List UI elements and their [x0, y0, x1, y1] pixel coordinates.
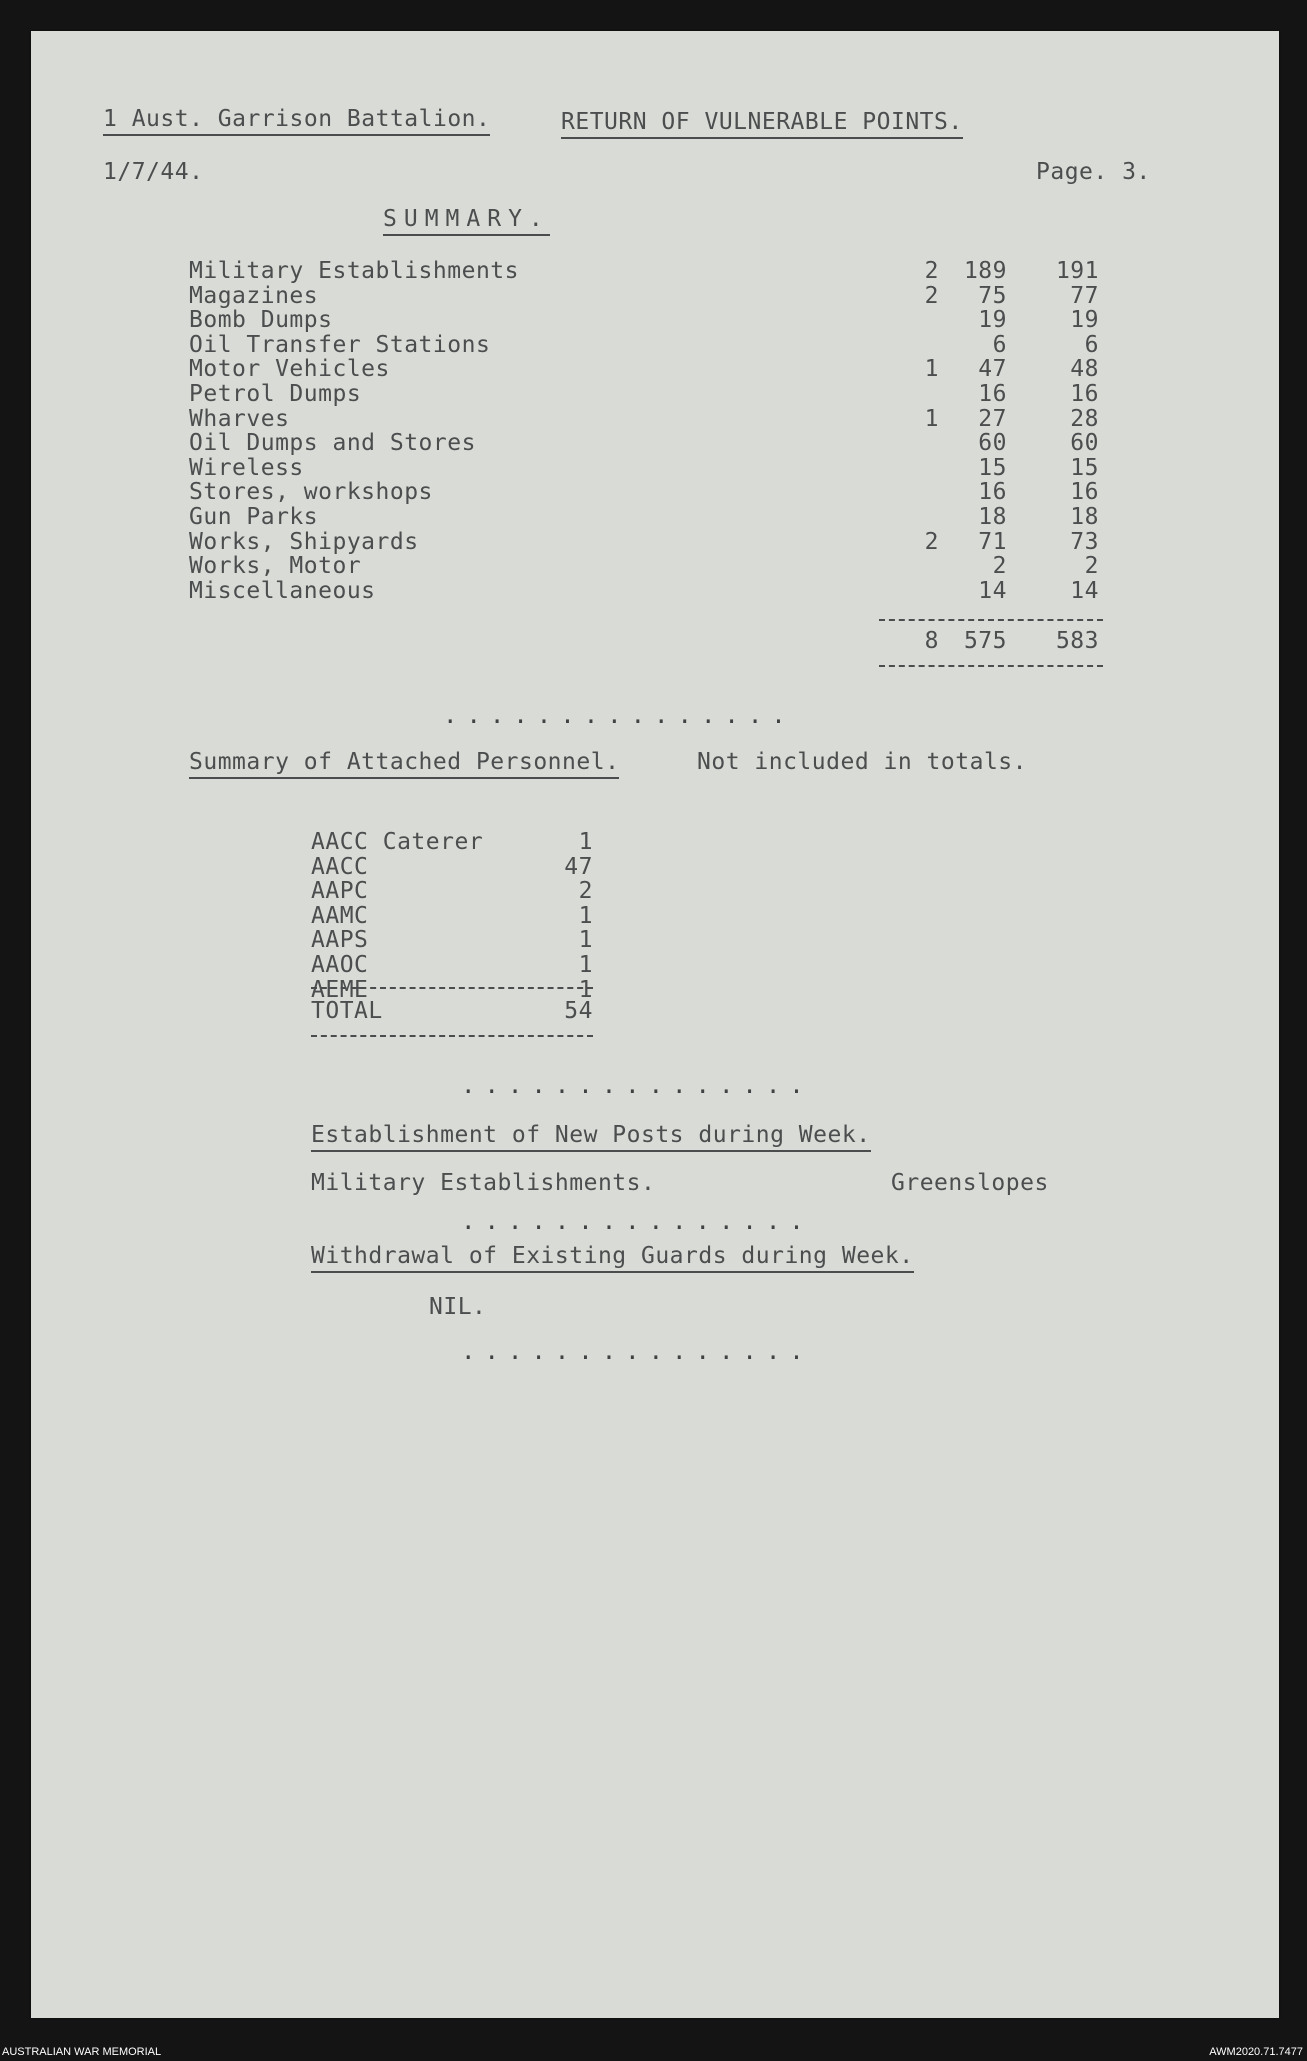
summary-row-label: Stores, workshops — [189, 479, 433, 506]
summary-row-label: Miscellaneous — [189, 577, 376, 604]
withdrawal-value: NIL. — [429, 1294, 487, 1320]
summary-row-label: Motor Vehicles — [189, 356, 390, 383]
summary-col3: 48 — [1070, 356, 1099, 383]
attached-rule-bottom — [311, 1035, 593, 1037]
summary-row — [31, 358, 1279, 382]
summary-row-label: Wharves — [189, 405, 290, 432]
total-col2: 575 — [963, 628, 1007, 654]
summary-col3: 28 — [1070, 405, 1099, 432]
separator-dots: ............... — [461, 1337, 813, 1365]
summary-col2: 75 — [978, 282, 1007, 309]
summary-col2: 18 — [978, 504, 1007, 530]
attached-row-value: 1 — [578, 927, 593, 954]
summary-col2: 19 — [978, 307, 1007, 334]
summary-row — [31, 383, 1279, 407]
attached-row-label: AACC — [311, 853, 369, 880]
attached-row-value: 47 — [564, 853, 593, 880]
summary-row-label: Works, Motor — [189, 553, 362, 580]
summary-col1: 1 — [924, 356, 939, 383]
summary-col2: 60 — [978, 430, 1007, 457]
summary-row — [31, 331, 1279, 358]
summary-col2: 47 — [978, 356, 1007, 383]
summary-col3: 18 — [1070, 504, 1099, 530]
separator-dots: ............... — [443, 701, 795, 729]
summary-col1: 2 — [924, 282, 939, 309]
summary-row-label: Bomb Dumps — [189, 307, 333, 334]
summary-col3: 15 — [1070, 454, 1099, 481]
summary-totals-row — [31, 630, 1279, 654]
document-page — [31, 31, 1279, 2018]
page-number: Page. 3. — [1036, 159, 1151, 185]
total-col3: 583 — [1055, 628, 1099, 654]
footer-archive-name: AUSTRALIAN WAR MEMORIAL — [2, 2046, 162, 2058]
attached-row — [31, 880, 1279, 904]
attached-row — [31, 954, 1279, 978]
new-posts-item: Military Establishments. — [311, 1170, 656, 1196]
summary-col2: 189 — [963, 258, 1007, 284]
attached-row-value: 1 — [578, 976, 593, 1003]
summary-row — [31, 555, 1279, 579]
summary-row — [31, 481, 1279, 505]
attached-row-label: AAMC — [311, 902, 369, 929]
summary-row-label: Oil Transfer Stations — [189, 331, 491, 358]
summary-col2: 16 — [978, 381, 1007, 407]
summary-row — [31, 577, 1279, 604]
attached-row-value: 1 — [578, 902, 593, 929]
attached-rule-top — [311, 987, 593, 989]
attached-row-label: AEME — [311, 976, 369, 1003]
attached-total-label: TOTAL — [311, 998, 383, 1024]
attached-row-value: 1 — [578, 952, 593, 978]
summary-col3: 191 — [1055, 258, 1099, 284]
summary-row-label: Petrol Dumps — [189, 381, 362, 407]
attached-row — [31, 902, 1279, 929]
summary-col2: 16 — [978, 479, 1007, 506]
attached-row — [31, 853, 1279, 880]
attached-total-row — [31, 1000, 1279, 1024]
document-title: RETURN OF VULNERABLE POINTS. — [561, 111, 963, 139]
summary-row-label: Magazines — [189, 282, 319, 309]
attached-row — [31, 831, 1279, 855]
total-col1: 8 — [924, 628, 939, 654]
summary-col3: 60 — [1070, 430, 1099, 457]
attached-row-value: 1 — [578, 829, 593, 855]
separator-dots: ............... — [461, 1207, 813, 1235]
summary-col2: 71 — [978, 528, 1007, 555]
footer-catalogue-id: AWM2020.71.7477 — [1209, 2046, 1303, 2058]
attached-heading: Summary of Attached Personnel. — [189, 751, 619, 779]
summary-rule-bottom — [879, 665, 1103, 667]
summary-col3: 16 — [1070, 381, 1099, 407]
summary-col3: 73 — [1070, 528, 1099, 555]
summary-row — [31, 528, 1279, 555]
attached-row-value: 2 — [578, 878, 593, 905]
summary-rule-top — [879, 619, 1103, 621]
unit-name: 1 Aust. Garrison Battalion. — [103, 108, 490, 136]
summary-col3: 6 — [1084, 331, 1099, 358]
summary-col2: 15 — [978, 454, 1007, 481]
summary-col3: 19 — [1070, 307, 1099, 334]
summary-col3: 2 — [1084, 553, 1099, 580]
attached-row-label: AACC Caterer — [311, 829, 484, 855]
summary-row-label: Gun Parks — [189, 504, 319, 530]
summary-row — [31, 282, 1279, 309]
summary-row — [31, 432, 1279, 456]
attached-total-value: 54 — [564, 998, 593, 1024]
attached-row — [31, 929, 1279, 953]
summary-col2: 27 — [978, 405, 1007, 432]
summary-col1: 2 — [924, 528, 939, 555]
attached-row-label: AAOC — [311, 952, 369, 978]
summary-row-label: Wireless — [189, 454, 304, 481]
summary-col3: 77 — [1070, 282, 1099, 309]
attached-row-label: AAPC — [311, 878, 369, 905]
summary-row — [31, 309, 1279, 333]
document-date: 1/7/44. — [103, 159, 204, 185]
summary-row-label: Oil Dumps and Stores — [189, 430, 476, 457]
summary-row — [31, 454, 1279, 481]
summary-row — [31, 260, 1279, 284]
summary-col3: 14 — [1070, 577, 1099, 604]
new-posts-location: Greenslopes — [891, 1170, 1049, 1196]
summary-col2: 2 — [992, 553, 1007, 580]
summary-row-label: Military Establishments — [189, 258, 519, 284]
summary-row — [31, 506, 1279, 530]
separator-dots: ............... — [461, 1071, 813, 1099]
attached-row — [31, 976, 1279, 1003]
withdrawal-heading: Withdrawal of Existing Guards during Week. — [311, 1245, 914, 1273]
summary-col2: 14 — [978, 577, 1007, 604]
summary-col1: 2 — [924, 258, 939, 284]
summary-row — [31, 405, 1279, 432]
attached-note: Not included in totals. — [697, 749, 1027, 775]
summary-col1: 1 — [924, 405, 939, 432]
summary-heading: SUMMARY. — [383, 208, 550, 236]
attached-row-label: AAPS — [311, 927, 369, 954]
summary-col3: 16 — [1070, 479, 1099, 506]
summary-row-label: Works, Shipyards — [189, 528, 419, 555]
summary-col2: 6 — [992, 331, 1007, 358]
new-posts-heading: Establishment of New Posts during Week. — [311, 1124, 871, 1152]
